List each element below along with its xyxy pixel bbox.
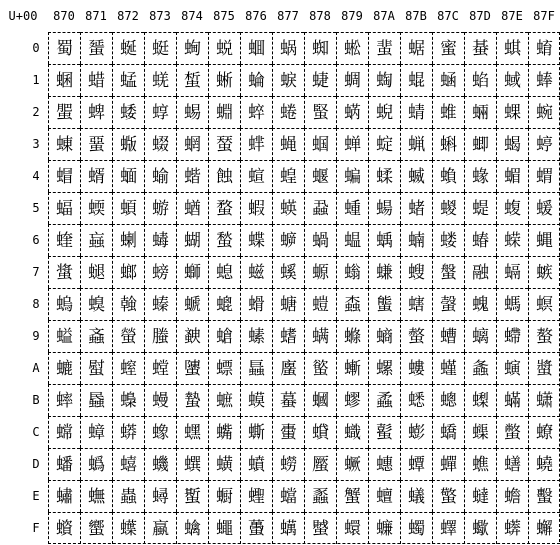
glyph-cell: 蝘 bbox=[304, 160, 336, 192]
glyph-cell: 螏 bbox=[528, 256, 560, 288]
glyph-cell: 蝢 bbox=[112, 192, 144, 224]
glyph-cell: 蜡 bbox=[80, 64, 112, 96]
glyph-cell: 螆 bbox=[240, 256, 272, 288]
glyph-cell: 蟥 bbox=[208, 448, 240, 480]
glyph-cell: 螄 bbox=[176, 256, 208, 288]
glyph-cell: 蟘 bbox=[304, 416, 336, 448]
glyph-cell: 蝕 bbox=[208, 160, 240, 192]
glyph-cell: 蝷 bbox=[272, 224, 304, 256]
glyph-cell: 蝵 bbox=[208, 224, 240, 256]
row-header: 7 bbox=[32, 265, 40, 279]
glyph-cell: 蠀 bbox=[48, 512, 80, 544]
glyph-cell: 螓 bbox=[144, 288, 176, 320]
glyph-cell: 蝺 bbox=[368, 224, 400, 256]
glyph-cell: 螞 bbox=[496, 288, 528, 320]
glyph-cell: 蝍 bbox=[464, 128, 496, 160]
column-header: 87D bbox=[469, 9, 491, 23]
glyph-cell: 蟽 bbox=[464, 480, 496, 512]
glyph-cell: 蟲 bbox=[112, 480, 144, 512]
glyph-cell: 蝫 bbox=[400, 192, 432, 224]
glyph-cell: 蝿 bbox=[528, 224, 560, 256]
glyph-cell: 蝟 bbox=[528, 160, 560, 192]
glyph-cell: 蝑 bbox=[80, 160, 112, 192]
glyph-cell: 蟛 bbox=[400, 416, 432, 448]
glyph-cell: 蝱 bbox=[80, 224, 112, 256]
glyph-cell: 蠈 bbox=[304, 512, 336, 544]
glyph-cell: 蝜 bbox=[432, 160, 464, 192]
row-header: 5 bbox=[32, 201, 40, 215]
glyph-cell: 蜘 bbox=[304, 32, 336, 64]
glyph-cell: 螳 bbox=[144, 352, 176, 384]
glyph-cell: 蝴 bbox=[176, 224, 208, 256]
glyph-cell: 蝖 bbox=[240, 160, 272, 192]
glyph-cell: 蠂 bbox=[112, 512, 144, 544]
glyph-cell: 蝠 bbox=[48, 192, 80, 224]
glyph-cell: 螒 bbox=[112, 288, 144, 320]
glyph-cell: 蝡 bbox=[80, 192, 112, 224]
glyph-cell: 蜟 bbox=[528, 32, 560, 64]
glyph-cell: 螙 bbox=[336, 288, 368, 320]
glyph-cell: 蠏 bbox=[528, 512, 560, 544]
glyph-cell: 蝊 bbox=[368, 128, 400, 160]
glyph-cell: 蠌 bbox=[432, 512, 464, 544]
glyph-cell: 蟧 bbox=[272, 448, 304, 480]
glyph-cell: 蜩 bbox=[336, 64, 368, 96]
glyph-cell: 蝦 bbox=[240, 192, 272, 224]
column-header: 877 bbox=[277, 9, 299, 23]
glyph-cell: 螅 bbox=[208, 256, 240, 288]
glyph-cell: 蟌 bbox=[432, 384, 464, 416]
glyph-cell: 蝝 bbox=[464, 160, 496, 192]
glyph-cell: 螘 bbox=[304, 288, 336, 320]
glyph-cell: 蟂 bbox=[112, 384, 144, 416]
glyph-cell: 蜫 bbox=[400, 64, 432, 96]
column-header: 878 bbox=[309, 9, 331, 23]
glyph-cell: 蜻 bbox=[400, 96, 432, 128]
glyph-cell: 蟴 bbox=[176, 480, 208, 512]
glyph-cell: 蠉 bbox=[336, 512, 368, 544]
glyph-cell: 蝃 bbox=[144, 128, 176, 160]
glyph-cell: 蝭 bbox=[464, 192, 496, 224]
glyph-cell: 螜 bbox=[432, 288, 464, 320]
glyph-cell: 蟞 bbox=[496, 416, 528, 448]
glyph-cell: 螫 bbox=[400, 320, 432, 352]
glyph-cell: 蟎 bbox=[496, 384, 528, 416]
glyph-cell: 蜸 bbox=[304, 96, 336, 128]
glyph-cell: 蜣 bbox=[144, 64, 176, 96]
glyph-cell: 蝙 bbox=[336, 160, 368, 192]
glyph-cell: 蟶 bbox=[240, 480, 272, 512]
glyph-cell: 蟹 bbox=[336, 480, 368, 512]
glyph-cell: 螨 bbox=[304, 320, 336, 352]
glyph-cell: 螮 bbox=[496, 320, 528, 352]
glyph-cell: 螕 bbox=[208, 288, 240, 320]
glyph-cell: 螶 bbox=[240, 352, 272, 384]
glyph-cell: 蜯 bbox=[528, 64, 560, 96]
glyph-cell: 蜮 bbox=[496, 64, 528, 96]
glyph-cell: 蝨 bbox=[304, 192, 336, 224]
glyph-cell: 蜢 bbox=[112, 64, 144, 96]
glyph-cell: 蜳 bbox=[144, 96, 176, 128]
glyph-cell: 蝔 bbox=[176, 160, 208, 192]
glyph-cell: 蟟 bbox=[528, 416, 560, 448]
glyph-cell: 螀 bbox=[48, 256, 80, 288]
glyph-cell: 蝬 bbox=[432, 192, 464, 224]
glyph-cell: 螯 bbox=[528, 320, 560, 352]
glyph-cell: 蝅 bbox=[208, 128, 240, 160]
glyph-cell: 蝯 bbox=[528, 192, 560, 224]
glyph-cell: 蟬 bbox=[432, 448, 464, 480]
glyph-cell: 蝣 bbox=[144, 192, 176, 224]
glyph-cell: 蝈 bbox=[304, 128, 336, 160]
glyph-cell: 螉 bbox=[336, 256, 368, 288]
glyph-cell: 蝉 bbox=[336, 128, 368, 160]
glyph-cell: 蜵 bbox=[208, 96, 240, 128]
glyph-cell: 蟐 bbox=[48, 416, 80, 448]
glyph-cell: 蟿 bbox=[528, 480, 560, 512]
glyph-cell: 螰 bbox=[48, 352, 80, 384]
column-header: 87F bbox=[533, 9, 555, 23]
glyph-cell: 螾 bbox=[496, 352, 528, 384]
glyph-cell: 蜀 bbox=[48, 32, 80, 64]
glyph-cell: 蟈 bbox=[304, 384, 336, 416]
glyph-cell: 蝌 bbox=[432, 128, 464, 160]
glyph-cell: 蜽 bbox=[464, 96, 496, 128]
glyph-cell: 蝩 bbox=[336, 192, 368, 224]
glyph-cell: 蟀 bbox=[48, 384, 80, 416]
glyph-cell: 蜝 bbox=[464, 32, 496, 64]
glyph-cell: 螧 bbox=[272, 320, 304, 352]
glyph-cell: 蜱 bbox=[80, 96, 112, 128]
column-header: 87A bbox=[373, 9, 395, 23]
glyph-cell: 螷 bbox=[272, 352, 304, 384]
glyph-cell: 蟱 bbox=[80, 480, 112, 512]
row-header: 1 bbox=[32, 73, 40, 87]
glyph-cell: 蜷 bbox=[272, 96, 304, 128]
column-header: 874 bbox=[181, 9, 203, 23]
glyph-cell: 螃 bbox=[144, 256, 176, 288]
row-header: 4 bbox=[32, 169, 40, 183]
glyph-cell: 螺 bbox=[368, 352, 400, 384]
glyph-cell: 螿 bbox=[528, 352, 560, 384]
glyph-cell: 蟓 bbox=[144, 416, 176, 448]
glyph-cell: 蟔 bbox=[176, 416, 208, 448]
glyph-cell: 蟃 bbox=[144, 384, 176, 416]
glyph-cell: 蟗 bbox=[272, 416, 304, 448]
glyph-cell: 蟕 bbox=[208, 416, 240, 448]
glyph-cell: 蟼 bbox=[432, 480, 464, 512]
column-header: 87C bbox=[437, 9, 459, 23]
glyph-cell: 螛 bbox=[400, 288, 432, 320]
glyph-cell: 蠅 bbox=[208, 512, 240, 544]
glyph-cell: 螂 bbox=[112, 256, 144, 288]
glyph-cell: 蟏 bbox=[528, 384, 560, 416]
glyph-cell: 螼 bbox=[432, 352, 464, 384]
glyph-cell: 蜼 bbox=[432, 96, 464, 128]
glyph-cell: 螊 bbox=[368, 256, 400, 288]
glyph-cell: 蟋 bbox=[400, 384, 432, 416]
glyph-cell: 蜭 bbox=[464, 64, 496, 96]
glyph-cell: 蝥 bbox=[208, 192, 240, 224]
glyph-cell: 蝮 bbox=[496, 192, 528, 224]
glyph-cell: 螚 bbox=[368, 288, 400, 320]
glyph-cell: 螪 bbox=[368, 320, 400, 352]
row-header: 6 bbox=[32, 233, 40, 247]
row-header: F bbox=[32, 521, 40, 535]
row-header: 0 bbox=[32, 41, 40, 55]
glyph-cell: 蟪 bbox=[368, 448, 400, 480]
glyph-cell: 蜺 bbox=[368, 96, 400, 128]
glyph-cell: 螤 bbox=[176, 320, 208, 352]
glyph-cell: 蟩 bbox=[336, 448, 368, 480]
glyph-cell: 蜕 bbox=[208, 32, 240, 64]
glyph-cell: 蜤 bbox=[176, 64, 208, 96]
glyph-cell: 蜧 bbox=[272, 64, 304, 96]
glyph-cell: 蟝 bbox=[464, 416, 496, 448]
glyph-cell: 融 bbox=[464, 256, 496, 288]
glyph-cell: 蟍 bbox=[464, 384, 496, 416]
glyph-cell: 蝸 bbox=[304, 224, 336, 256]
glyph-cell: 蝂 bbox=[112, 128, 144, 160]
column-header: 875 bbox=[213, 9, 235, 23]
glyph-cell: 蟻 bbox=[400, 480, 432, 512]
glyph-cell: 蜖 bbox=[240, 32, 272, 64]
glyph-cell: 螴 bbox=[176, 352, 208, 384]
glyph-cell: 蟳 bbox=[144, 480, 176, 512]
glyph-cell: 螲 bbox=[112, 352, 144, 384]
glyph-cell: 蝀 bbox=[48, 128, 80, 160]
glyph-cell: 螦 bbox=[240, 320, 272, 352]
glyph-cell: 蜶 bbox=[240, 96, 272, 128]
row-header: 8 bbox=[32, 297, 40, 311]
glyph-cell: 蜓 bbox=[144, 32, 176, 64]
glyph-cell: 螖 bbox=[240, 288, 272, 320]
glyph-cell: 螇 bbox=[272, 256, 304, 288]
glyph-cell: 蠁 bbox=[80, 512, 112, 544]
glyph-cell: 螣 bbox=[144, 320, 176, 352]
glyph-cell: 蝶 bbox=[240, 224, 272, 256]
row-header: A bbox=[32, 361, 40, 375]
glyph-cell: 蟺 bbox=[368, 480, 400, 512]
glyph-cell: 蟷 bbox=[272, 480, 304, 512]
glyph-cell: 蟨 bbox=[304, 448, 336, 480]
glyph-cell: 蜥 bbox=[208, 64, 240, 96]
corner-label: U+00 bbox=[8, 9, 38, 23]
glyph-cell: 蜾 bbox=[496, 96, 528, 128]
glyph-cell: 蟊 bbox=[368, 384, 400, 416]
glyph-cell: 蜲 bbox=[112, 96, 144, 128]
glyph-cell: 蟡 bbox=[80, 448, 112, 480]
glyph-cell: 蟖 bbox=[240, 416, 272, 448]
glyph-cell: 蟅 bbox=[208, 384, 240, 416]
column-header: 872 bbox=[117, 9, 139, 23]
column-header: 870 bbox=[53, 9, 75, 23]
row-header: 3 bbox=[32, 137, 40, 151]
glyph-cell: 蜛 bbox=[400, 32, 432, 64]
glyph-cell: 蝧 bbox=[272, 192, 304, 224]
glyph-cell: 蜪 bbox=[368, 64, 400, 96]
glyph-cell: 蝼 bbox=[432, 224, 464, 256]
glyph-cell: 蝄 bbox=[176, 128, 208, 160]
glyph-cell: 螻 bbox=[400, 352, 432, 384]
column-header: 879 bbox=[341, 9, 363, 23]
glyph-cell: 蝪 bbox=[368, 192, 400, 224]
glyph-cell: 螋 bbox=[400, 256, 432, 288]
glyph-cell: 螟 bbox=[528, 288, 560, 320]
glyph-cell: 蜰 bbox=[48, 96, 80, 128]
column-header: 873 bbox=[149, 9, 171, 23]
glyph-cell: 螥 bbox=[208, 320, 240, 352]
glyph-cell: 蟒 bbox=[112, 416, 144, 448]
glyph-cell: 蟭 bbox=[464, 448, 496, 480]
row-header: E bbox=[32, 489, 40, 503]
glyph-cell: 螑 bbox=[80, 288, 112, 320]
row-header: 9 bbox=[32, 329, 40, 343]
glyph-cell: 蝐 bbox=[48, 160, 80, 192]
glyph-cell: 螗 bbox=[272, 288, 304, 320]
glyph-cell: 蝋 bbox=[400, 128, 432, 160]
column-header: 876 bbox=[245, 9, 267, 23]
glyph-cell: 螭 bbox=[464, 320, 496, 352]
glyph-cell: 蜒 bbox=[112, 32, 144, 64]
glyph-cell: 蟸 bbox=[304, 480, 336, 512]
glyph-cell: 蟵 bbox=[208, 480, 240, 512]
glyph-cell: 蟙 bbox=[336, 416, 368, 448]
glyph-cell: 蟾 bbox=[496, 480, 528, 512]
glyph-cell: 蝓 bbox=[144, 160, 176, 192]
glyph-cell: 蝎 bbox=[496, 128, 528, 160]
glyph-cell: 螹 bbox=[336, 352, 368, 384]
glyph-cell: 蟉 bbox=[336, 384, 368, 416]
glyph-cell: 螠 bbox=[48, 320, 80, 352]
row-header: B bbox=[32, 393, 40, 407]
glyph-cell: 蟢 bbox=[112, 448, 144, 480]
row-header: 2 bbox=[32, 105, 40, 119]
glyph-cell: 蟜 bbox=[432, 416, 464, 448]
glyph-cell: 螔 bbox=[176, 288, 208, 320]
glyph-cell: 蠄 bbox=[176, 512, 208, 544]
glyph-cell: 螁 bbox=[80, 256, 112, 288]
glyph-cell: 蟁 bbox=[80, 384, 112, 416]
glyph-cell: 螬 bbox=[432, 320, 464, 352]
glyph-cell: 蝇 bbox=[272, 128, 304, 160]
glyph-cell: 蜿 bbox=[528, 96, 560, 128]
glyph-cell: 蟚 bbox=[368, 416, 400, 448]
column-header: 87B bbox=[405, 9, 427, 23]
glyph-cell: 蟑 bbox=[80, 416, 112, 448]
row-header: D bbox=[32, 457, 40, 471]
glyph-cell: 蟰 bbox=[48, 480, 80, 512]
glyph-cell: 蝳 bbox=[144, 224, 176, 256]
glyph-cell: 蠃 bbox=[144, 512, 176, 544]
glyph-cell: 蜑 bbox=[80, 32, 112, 64]
glyph-cell: 蝹 bbox=[336, 224, 368, 256]
row-header: C bbox=[32, 425, 40, 439]
glyph-cell: 蝤 bbox=[176, 192, 208, 224]
glyph-cell: 螎 bbox=[496, 256, 528, 288]
glyph-cell: 蝏 bbox=[528, 128, 560, 160]
glyph-cell: 螡 bbox=[80, 320, 112, 352]
glyph-cell: 蝒 bbox=[112, 160, 144, 192]
glyph-cell: 蟠 bbox=[48, 448, 80, 480]
glyph-cell: 蝾 bbox=[496, 224, 528, 256]
glyph-cell: 蝛 bbox=[400, 160, 432, 192]
column-header: 87E bbox=[501, 9, 523, 23]
glyph-cell: 蝗 bbox=[272, 160, 304, 192]
glyph-cell: 螝 bbox=[464, 288, 496, 320]
glyph-cell: 蜔 bbox=[176, 32, 208, 64]
glyph-cell: 蝞 bbox=[496, 160, 528, 192]
glyph-cell: 蠎 bbox=[496, 512, 528, 544]
glyph-cell: 螸 bbox=[304, 352, 336, 384]
glyph-cell: 蟄 bbox=[176, 384, 208, 416]
glyph-cell: 蟫 bbox=[400, 448, 432, 480]
glyph-cell: 蝽 bbox=[464, 224, 496, 256]
glyph-cell: 螌 bbox=[432, 256, 464, 288]
glyph-cell: 蝻 bbox=[400, 224, 432, 256]
glyph-cell: 蠆 bbox=[240, 512, 272, 544]
glyph-cell: 螢 bbox=[112, 320, 144, 352]
glyph-cell: 螱 bbox=[80, 352, 112, 384]
glyph-cell: 蠇 bbox=[272, 512, 304, 544]
glyph-cell: 蝲 bbox=[112, 224, 144, 256]
glyph-cell: 螈 bbox=[304, 256, 336, 288]
glyph-cell: 蝆 bbox=[240, 128, 272, 160]
glyph-cell: 蜠 bbox=[48, 64, 80, 96]
glyph-cell: 蟦 bbox=[240, 448, 272, 480]
glyph-cell: 蟯 bbox=[528, 448, 560, 480]
glyph-cell: 螵 bbox=[208, 352, 240, 384]
glyph-cell: 螽 bbox=[464, 352, 496, 384]
glyph-cell: 蝚 bbox=[368, 160, 400, 192]
glyph-cell: 蝰 bbox=[48, 224, 80, 256]
glyph-cell: 螐 bbox=[48, 288, 80, 320]
glyph-cell: 蟣 bbox=[144, 448, 176, 480]
glyph-cell: 蝁 bbox=[80, 128, 112, 160]
glyph-cell: 蜹 bbox=[336, 96, 368, 128]
glyph-cell: 蜞 bbox=[496, 32, 528, 64]
glyph-cell: 蜬 bbox=[432, 64, 464, 96]
glyph-cell: 蠊 bbox=[368, 512, 400, 544]
glyph-cell: 蜦 bbox=[240, 64, 272, 96]
glyph-cell: 蟮 bbox=[496, 448, 528, 480]
glyph-cell: 蟇 bbox=[272, 384, 304, 416]
glyph-cell: 蟆 bbox=[240, 384, 272, 416]
glyph-cell: 蜚 bbox=[368, 32, 400, 64]
glyph-cell: 蜗 bbox=[272, 32, 304, 64]
glyph-cell: 蜙 bbox=[336, 32, 368, 64]
glyph-cell: 蟤 bbox=[176, 448, 208, 480]
glyph-cell: 蠍 bbox=[464, 512, 496, 544]
glyph-cell: 蜨 bbox=[304, 64, 336, 96]
column-header: 871 bbox=[85, 9, 107, 23]
glyph-cell: 蜜 bbox=[432, 32, 464, 64]
glyph-cell: 蠋 bbox=[400, 512, 432, 544]
glyph-cell: 蜴 bbox=[176, 96, 208, 128]
glyph-cell: 螩 bbox=[336, 320, 368, 352]
